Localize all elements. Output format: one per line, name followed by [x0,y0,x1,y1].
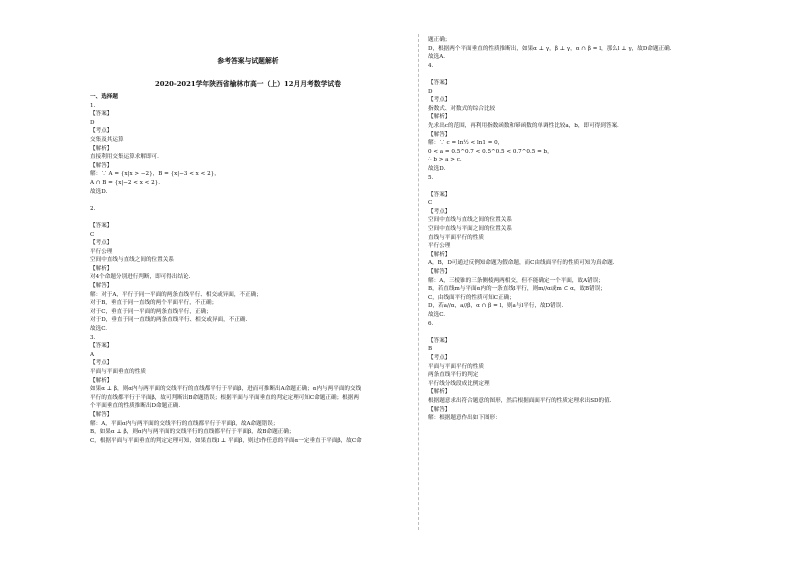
right-text-line: 5. [428,174,434,181]
right-text-line: D [428,88,433,95]
right-text-line: B [428,346,433,353]
right-text-line: 【考点】 [428,208,451,215]
right-text-line: 【解答】 [428,406,451,413]
right-text-line: 【解答】 [428,269,451,276]
right-text-line: 【答案】 [428,191,451,198]
right-text-line: 解：根据题意作出如下图形： [428,415,501,422]
right-text-line: D，若a//α，a//β，α ∩ β = l，则a与l平行，故D错误. [428,303,564,310]
left-text-line: 【解答】 [90,411,113,418]
right-text-line: 解：A，三棱锥的三条侧棱两两相交，但不能确定一个平面，故A错误； [428,277,604,284]
left-text-line: 【解析】 [90,377,113,384]
left-text-line: 3. [90,334,96,341]
left-text-line: 【考点】 [90,240,113,247]
right-text-line: 故选A. [428,54,446,61]
left-text-line: 对于D，垂直于同一直线的两条直线平行、相交或异面，不正确. [90,317,248,324]
left-text-line [90,213,406,222]
left-text-line: 解：对于A，平行于同一平面的两条直线平行、相交或异面，不正确； [90,291,262,298]
left-text-line: 平面与平面垂直的性质 [90,369,146,375]
right-text-lines [428,36,754,423]
right-text-line: 故选C. [428,312,446,318]
left-text-lines [90,93,406,445]
right-text-line: 直线与平面平行的性质 [428,234,484,241]
right-text-line: 两条直线平行的判定 [428,372,479,379]
left-text-line: A [90,351,95,358]
left-text-line: B，如果α ⊥ β，则α内与两平面的交线平行的直线都平行于平面β，故B命题正确； [90,429,295,436]
right-text-line: 【考点】 [428,97,451,104]
right-text-line: ∴ b > a > c. [428,157,462,164]
left-text-line: 故选C. [90,326,108,333]
right-text-line [428,182,754,191]
right-text-line: 6. [428,320,434,327]
right-text-line: 题正确； [428,37,451,43]
right-text-line: 平行线分线段成比例定理 [428,380,490,387]
left-text-line: 【答案】 [90,343,113,350]
left-text-line: 个平面垂直的性质推断出D命题正确. [90,403,181,410]
left-text-line: 1. [90,102,96,109]
right-text-line: 指数式、对数式的综合比较 [428,105,496,112]
right-text-line: D，根据两个平面垂直的性质推断出，如果α ⊥ γ，β ⊥ γ，α ∩ β = l，那么l ⊥ γ，故D命题正确. [428,45,672,52]
right-text-line: 【答案】 [428,79,451,86]
left-text-line: 【考点】 [90,128,113,135]
right-text-line: 平面与平面平行的性质 [428,363,484,370]
right-text-line: A，B，D可通过反例知命题为假命题，而C由线面平行的性质可知为真命题. [428,260,615,267]
right-text-line: 【答案】 [428,337,451,344]
left-text-line: 【解答】 [90,162,113,169]
right-text-line: 先求出c的范围，再利用指数函数和幂函数的单调性比较a，b，即可得到答案. [428,122,619,129]
right-text-line: 空间中直线与直线之间的位置关系 [428,217,512,224]
left-text-line: 对于B，垂直于同一直线的两个平面平行，不正确； [90,300,218,307]
right-text-line [428,328,754,337]
left-text-line: 【答案】 [90,111,113,118]
left-text-line: 【解析】 [90,265,113,272]
left-text-line: C，根据平面与平面垂直的判定定理可知，如果直线l ⊥ 平面β，则过l作任意的平面α一定垂直于平面β，故C命 [90,437,362,444]
document-subheading: 2020-2021学年陕西省榆林市高一（上）12月月考数学试卷 [154,80,342,88]
left-text-line: 对于C，垂直于同一平面的两条直线平行，正确； [90,308,212,315]
left-text-line: 平行公理 [90,248,113,255]
right-text-line: 根据题意求出符合题意的图形，然后根据面面平行的性质定理求出SD的值. [428,397,612,404]
column-divider [418,34,419,530]
right-text-line: 解：∵ c = ln½ < ln1 = 0， [428,140,504,147]
left-text-line: 故选D. [90,188,108,195]
left-text-line: A ∩ B = {x|−2 < x < 2}. [90,179,161,186]
right-text-line: 【解析】 [428,114,451,121]
right-text-line: 【考点】 [428,354,451,361]
left-text-line: 交集及其运算 [90,136,124,143]
right-text-line: 0 < a = 0.5^0.7 < 0.5^0.5 < 0.7^0.5 = b， [428,148,553,155]
right-text-line: B，若直线m与平面α内的一条直线l平行，则m//α或m ⊂ α，故B错误； [428,286,606,293]
left-text-line: C [90,231,95,238]
left-column [90,56,406,445]
left-text-line: 空间中直线与直线之间的位置关系 [90,257,174,264]
left-text-line: 直接利用交集运算求解即可. [90,154,159,161]
right-column [428,36,754,423]
right-text-line: C，由线面平行的性质可知C正确； [428,294,515,301]
left-text-line: 解：∵ A = {x|x > −2}，B = {x|−3 < x < 2}， [90,171,220,178]
right-text-line: 【解析】 [428,389,451,396]
right-text-line: 4. [428,62,434,69]
right-text-line: 故选D. [428,165,446,172]
left-text-line: 【考点】 [90,360,113,367]
document-heading: 参考答案与试题解析 [217,57,279,65]
left-text-line: 对4个命题分别进行判断，即可得出结论. [90,274,191,281]
right-text-line: 【解析】 [428,251,451,258]
left-text-line: 2. [90,205,96,212]
right-text-line: 空间中直线与平面之间的位置关系 [428,226,512,233]
left-text-line: 解：A，平面α内与两平面的交线平行的直线都平行于平面β，故A命题错误； [90,420,279,427]
right-text-line: 【解答】 [428,131,451,138]
left-text-line: 平行的直线都平行于平面β，故可判断出B命题错误；根据平面与平面垂直的判定定理可知C命题正确；根据两 [90,394,359,401]
left-text-line: 【解析】 [90,145,113,152]
left-text-line: 一、选择题 [90,94,118,100]
left-text-line [90,196,406,205]
right-text-line: C [428,200,433,207]
left-text-line: 如果α ⊥ β，则α内与两平面的交线平行的直线都平行于平面β，进而可推断出A命题正确；α内与两平面的交线 [90,386,362,393]
left-text-line: D [90,119,95,126]
left-text-line: 【解答】 [90,283,113,290]
right-text-line: 平行公理 [428,243,451,250]
left-text-line: 【答案】 [90,222,113,229]
right-text-line [428,70,754,79]
